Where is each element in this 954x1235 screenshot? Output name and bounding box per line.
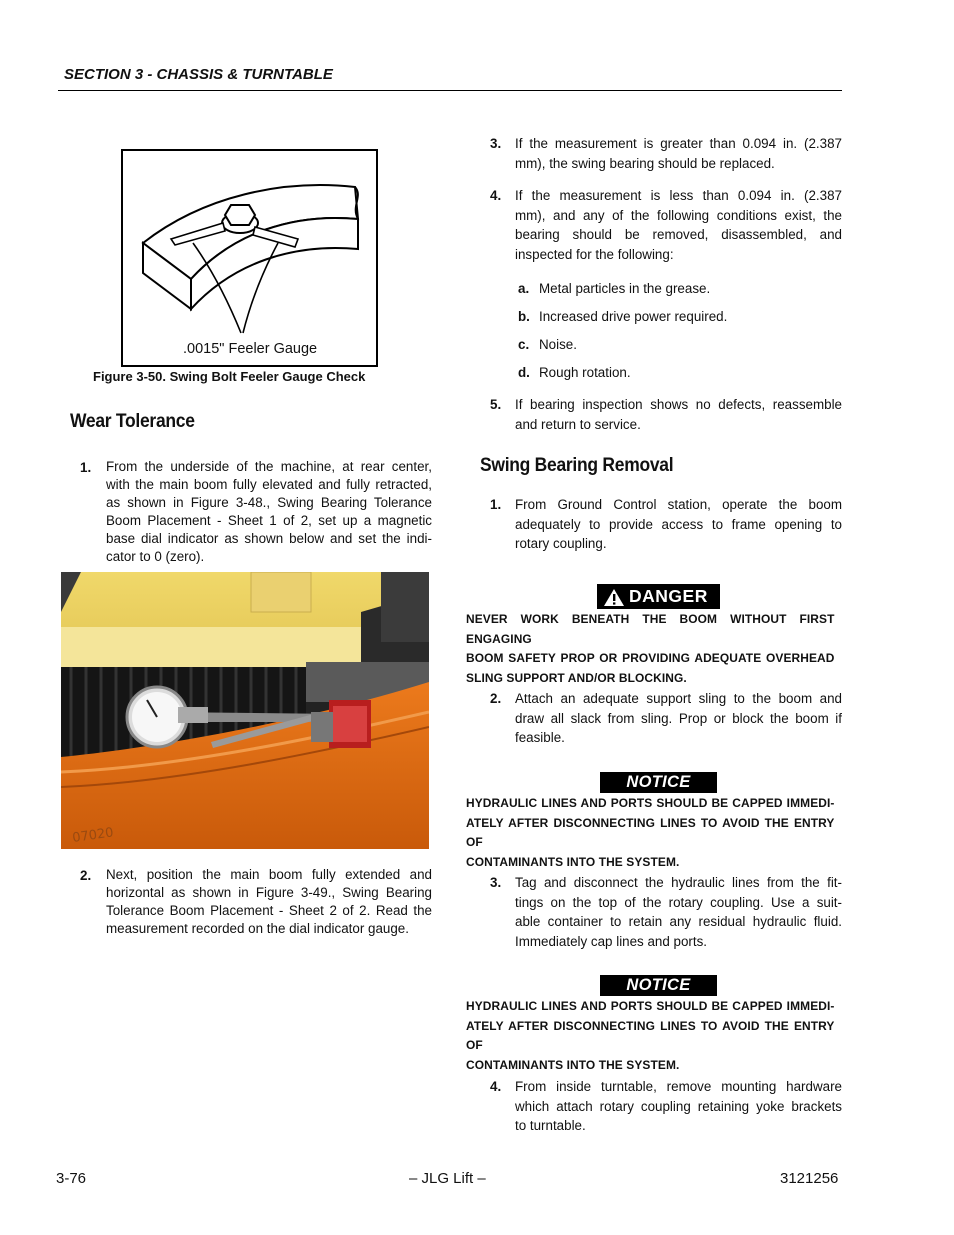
text-line: From the underside of the machine, at rear center,	[106, 459, 432, 474]
text-line: HYDRAULIC LINES AND PORTS SHOULD BE CAPPED IMMEDI-	[466, 999, 835, 1013]
text-line: with the main boom fully elevated and fully retracted,	[106, 477, 432, 492]
document-number: 3121256	[780, 1170, 839, 1187]
condition-c	[518, 335, 577, 354]
figure-caption: Figure 3-50. Swing Bolt Feeler Gauge Check	[93, 369, 366, 384]
condition-a	[518, 279, 710, 298]
condition-d	[518, 363, 631, 382]
wear-step-1	[80, 458, 432, 566]
feeler-gauge-figure	[121, 149, 378, 367]
text-line: base dial indicator as shown below and set the indi-	[106, 531, 432, 546]
dial-indicator-image	[61, 572, 429, 849]
text-line: draw all slack from sling. Prop or block the boom if	[515, 710, 842, 726]
text-line: Immediately cap lines and ports.	[515, 933, 708, 949]
text-line: NEVER WORK BENEATH THE BOOM WITHOUT FIRST ENGAGING	[466, 612, 835, 646]
sub-number: d.	[518, 365, 530, 380]
danger-badge	[597, 584, 720, 609]
step-number: 4.	[490, 188, 502, 203]
text-line: HYDRAULIC LINES AND PORTS SHOULD BE CAPPED IMMEDI-	[466, 796, 835, 810]
text-line: From Ground Control station, operate the boom	[515, 497, 842, 512]
text-line: mm), and any of the following conditions exist, the	[515, 207, 842, 223]
notice-badge: NOTICE	[600, 975, 717, 996]
text-line: Next, position the main boom fully extended and	[106, 867, 432, 882]
step-number: 1.	[80, 460, 92, 475]
feeler-gauge-label: .0015" Feeler Gauge	[183, 341, 318, 357]
photo-mark: 07020	[71, 825, 115, 846]
header-divider	[58, 90, 842, 91]
step-number: 5.	[490, 397, 502, 412]
sub-text: Increased drive power required.	[539, 309, 728, 324]
page-number: 3-76	[56, 1170, 87, 1187]
text-line: If the measurement is greater than 0.094 in. (2.387	[515, 136, 842, 151]
sub-text: Rough rotation.	[539, 365, 631, 380]
notice-badge: NOTICE	[600, 772, 717, 793]
sub-number: a.	[518, 281, 530, 296]
wear-tolerance-heading: Wear Tolerance	[70, 411, 195, 432]
danger-label: DANGER	[629, 586, 708, 606]
step-number: 3.	[490, 136, 502, 151]
text-line: which attach rotary coupling retaining yoke brackets	[515, 1098, 842, 1114]
text-line: If the measurement is less than 0.094 in. (2.387	[515, 188, 842, 203]
text-line: to turntable.	[515, 1118, 586, 1133]
wear-step-2	[80, 866, 432, 938]
step-number: 3.	[490, 875, 502, 890]
text-line: bearing should be removed, disassembled, and	[515, 227, 842, 242]
bearing-step-4	[490, 186, 842, 264]
danger-text	[466, 610, 834, 688]
step-number: 4.	[490, 1079, 502, 1094]
text-line: ATELY AFTER DISCONNECTING LINES TO AVOID THE ENTRY OF	[466, 1018, 835, 1053]
text-line: If bearing inspection shows no defects, reassemble	[515, 397, 842, 412]
step-number: 1.	[490, 497, 502, 512]
text-line: mm), the swing bearing should be replaced.	[515, 155, 775, 171]
text-line: rotary coupling.	[515, 536, 607, 551]
text-line: inspected for the following:	[515, 246, 674, 262]
text-line: BOOM SAFETY PROP OR PROVIDING ADEQUATE OVERHEAD	[466, 651, 835, 666]
text-line: SLING SUPPORT AND/OR BLOCKING.	[466, 670, 687, 685]
condition-b	[518, 307, 727, 326]
text-line: CONTAMINANTS INTO THE SYSTEM.	[466, 854, 680, 869]
text-line: CONTAMINANTS INTO THE SYSTEM.	[466, 1057, 680, 1072]
swing-bolt-drawing	[123, 151, 376, 365]
text-line: Attach an adequate support sling to the boom and	[515, 691, 842, 706]
removal-step-4	[490, 1077, 842, 1136]
swing-bearing-removal-heading: Swing Bearing Removal	[480, 455, 674, 476]
section-header: SECTION 3 - CHASSIS & TURNTABLE	[64, 66, 333, 83]
text-line: adequately to provide access to frame opening to	[515, 516, 842, 532]
text-line: Boom Placement - Sheet 1 of 2, set up a magnetic	[106, 513, 432, 528]
text-line: From inside turntable, remove mounting hardware	[515, 1079, 842, 1094]
sub-text: Noise.	[539, 337, 577, 352]
text-line: Tolerance Boom Placement - Sheet 2 of 2. Read the	[106, 903, 432, 918]
bearing-step-3	[490, 134, 842, 173]
bearing-step-5	[490, 395, 842, 434]
text-line: able container to retain any residual hydraulic fluid.	[515, 914, 842, 929]
dial-indicator-photo	[61, 572, 429, 849]
step-number: 2.	[490, 691, 502, 706]
removal-step-1	[490, 495, 842, 554]
sub-text: Metal particles in the grease.	[539, 281, 711, 296]
sub-number: c.	[518, 337, 530, 352]
text-line: measurement recorded on the dial indicator gauge.	[106, 921, 409, 936]
text-line: as shown in Figure 3-48., Swing Bearing Tolerance	[106, 495, 432, 510]
notice-text-1	[466, 794, 834, 872]
removal-step-2	[490, 689, 842, 748]
text-line: Tag and disconnect the hydraulic lines from the fit-	[515, 875, 842, 890]
sub-number: b.	[518, 309, 530, 324]
text-line: feasible.	[515, 730, 565, 745]
text-line: tings on the top of the rotary coupling. Use a suit-	[515, 894, 842, 910]
text-line: cator to 0 (zero).	[106, 549, 205, 564]
notice-text-2	[466, 997, 834, 1075]
text-line: horizontal as shown in Figure 3-49., Swing Bearing	[106, 885, 432, 900]
removal-step-3	[490, 873, 842, 951]
text-line: ATELY AFTER DISCONNECTING LINES TO AVOID THE ENTRY OF	[466, 815, 835, 850]
step-number: 2.	[80, 868, 92, 883]
warning-triangle-icon	[603, 588, 625, 607]
text-line: and return to service.	[515, 416, 641, 432]
footer-center: – JLG Lift –	[409, 1170, 486, 1187]
